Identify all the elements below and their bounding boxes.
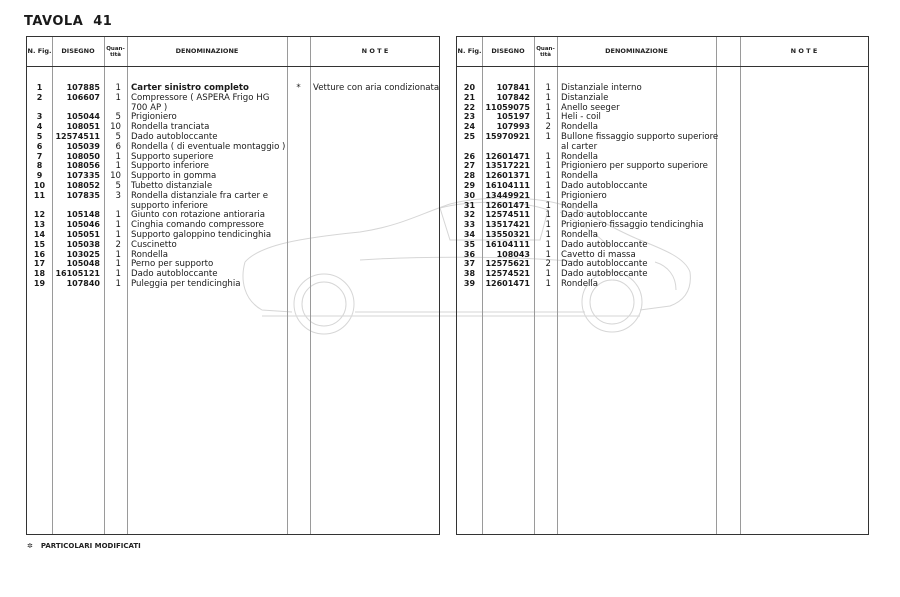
quantity: 1 [115, 269, 121, 280]
fig-number: 27 [463, 161, 476, 171]
fig-number: 21 [463, 92, 476, 102]
table-row [27, 191, 439, 201]
table-row [27, 220, 439, 230]
header-denominazione: DENOMINAZIONE [175, 47, 239, 55]
quantity: 1 [545, 132, 551, 142]
fig-number: 14 [33, 230, 46, 239]
description: Anello seeger [561, 102, 620, 113]
quantity: 1 [545, 190, 551, 201]
quantity: 1 [115, 210, 121, 221]
part-number: 108056 [66, 161, 100, 171]
table-row [457, 259, 868, 269]
description: Rondella [561, 200, 599, 211]
header-quantita: Quan- tità [106, 45, 125, 58]
part-number: 12574511 [485, 210, 530, 220]
table-row [457, 83, 868, 93]
table-row [457, 103, 868, 113]
fig-number: 36 [463, 249, 476, 259]
quantity: 2 [545, 122, 551, 133]
quantity: 1 [115, 279, 121, 289]
table-row [27, 171, 439, 181]
description: Rondella [561, 171, 599, 182]
table-row [27, 83, 439, 93]
description: Tubetto distanziale [131, 181, 213, 191]
quantity: 10 [110, 122, 121, 133]
description: Compressore ( ASPERA Frigo HG [131, 92, 270, 103]
description: Rondella [561, 151, 599, 162]
fig-number: 33 [463, 220, 476, 230]
fig-number: 29 [463, 181, 476, 190]
fig-number: 11 [33, 190, 46, 200]
quantity: 1 [115, 230, 121, 240]
table-row [457, 230, 868, 240]
quantity: 1 [545, 279, 551, 289]
table-row [457, 93, 868, 103]
description: Bullone fissaggio supporto superiore [561, 132, 719, 142]
fig-number: 13 [33, 220, 46, 230]
table-row [27, 152, 439, 162]
note-text: Vetture con aria condizionata [313, 83, 440, 93]
description: Supporto galoppino tendicinghia [131, 230, 272, 240]
part-number: 13550321 [485, 230, 530, 239]
fig-number: 32 [463, 210, 476, 220]
table-row [27, 112, 439, 122]
fig-number: 19 [33, 279, 46, 288]
title-label: TAVOLA [24, 14, 84, 29]
quantity: 1 [115, 220, 121, 231]
quantity: 1 [115, 151, 121, 162]
quantity: 1 [545, 102, 551, 113]
description: Rondella [561, 230, 599, 240]
description: Distanziale interno [561, 83, 642, 93]
header-note: N O T E [361, 47, 389, 55]
table-row-continuation [27, 201, 439, 211]
quantity: 1 [545, 269, 551, 280]
part-number: 106607 [66, 92, 100, 102]
header-denominazione: DENOMINAZIONE [605, 47, 668, 55]
description: Rondella [131, 249, 169, 260]
table-row [457, 161, 868, 171]
table-row [457, 240, 868, 250]
description: Carter sinistro completo [131, 83, 249, 93]
quantity: 1 [545, 92, 551, 103]
part-number: 107993 [496, 122, 530, 132]
fig-number: 30 [463, 190, 476, 200]
part-number: 107841 [496, 83, 530, 92]
table-row [457, 191, 868, 201]
table-row [27, 210, 439, 220]
fig-number: 10 [33, 181, 46, 190]
fig-number: 16 [33, 249, 46, 259]
fig-number: 39 [463, 279, 476, 288]
table-row [457, 171, 868, 181]
part-number: 13517421 [485, 220, 530, 230]
part-number: 108043 [496, 249, 530, 259]
table-row [27, 132, 439, 142]
part-number: 15970921 [485, 132, 530, 141]
description: Cavetto di massa [561, 249, 636, 260]
fig-number: 22 [463, 102, 476, 112]
quantity: 1 [545, 112, 551, 123]
description: Prigioniero [131, 112, 177, 123]
table-row [457, 250, 868, 260]
table-row [27, 161, 439, 171]
part-number: 11059075 [485, 102, 530, 112]
table-row [27, 279, 439, 289]
table-row [27, 250, 439, 260]
table-row-continuation [27, 103, 439, 113]
part-number: 107842 [496, 92, 530, 102]
description: Dado autobloccante [131, 132, 218, 142]
table-row [27, 269, 439, 279]
quantity: 1 [115, 92, 121, 103]
quantity: 1 [545, 83, 551, 93]
fig-number: 37 [463, 259, 476, 269]
description: Cuscinetto [131, 239, 177, 250]
quantity: 1 [545, 171, 551, 182]
quantity: 1 [115, 249, 121, 260]
description: Dado autobloccante [561, 181, 648, 191]
quantity: 1 [545, 230, 551, 240]
description: Rondella [561, 279, 599, 289]
fig-number: 20 [463, 83, 476, 92]
table-row [27, 259, 439, 269]
quantity: 1 [545, 239, 551, 250]
description: al carter [561, 141, 598, 152]
part-number: 105051 [66, 230, 100, 239]
table-row-continuation [457, 142, 868, 152]
description: Rondella ( di eventuale montaggio ) [131, 141, 286, 152]
part-number: 107335 [66, 171, 100, 181]
header-disegno: DISEGNO [491, 47, 525, 55]
part-number: 12601471 [485, 279, 530, 288]
description: Rondella [561, 122, 599, 133]
parts-table-right [456, 36, 869, 535]
part-number: 105048 [66, 259, 100, 269]
quantity: 1 [115, 161, 121, 172]
fig-number: 9 [36, 171, 43, 181]
part-number: 13517221 [485, 161, 530, 171]
quantity: 2 [545, 259, 551, 270]
fig-number: 12 [33, 210, 46, 220]
table-row [457, 181, 868, 191]
part-number: 107885 [66, 83, 100, 92]
part-number: 105046 [66, 220, 100, 230]
quantity: 5 [115, 132, 121, 142]
table-row [27, 122, 439, 132]
fig-number: 31 [463, 200, 476, 210]
fig-number: 23 [463, 112, 476, 122]
part-number: 12575621 [485, 259, 530, 269]
quantity: 1 [545, 151, 551, 162]
part-number: 105044 [66, 112, 100, 122]
description: Rondella tranciata [131, 122, 210, 133]
quantity: 3 [115, 190, 121, 201]
quantity: 1 [545, 210, 551, 221]
table-row [27, 93, 439, 103]
quantity: 5 [115, 181, 121, 191]
quantity: 1 [545, 181, 551, 191]
fig-number: 15 [33, 239, 46, 249]
part-number: 105197 [496, 112, 530, 122]
quantity: 1 [115, 83, 121, 93]
fig-number: 28 [463, 171, 476, 181]
table-row [457, 220, 868, 230]
part-number: 103025 [66, 249, 100, 259]
fig-number: 6 [36, 141, 43, 151]
title-number: 41 [93, 14, 113, 29]
header-quantita: Quan- tità [536, 45, 555, 58]
description: Giunto con rotazione antioraria [131, 210, 266, 221]
quantity: 10 [110, 171, 121, 182]
header-note: N O T E [790, 47, 818, 55]
asterisk-icon: ✲ [27, 542, 33, 550]
part-number: 107835 [66, 190, 100, 200]
description: Dado autobloccante [131, 269, 218, 280]
part-number: 12601471 [485, 151, 530, 161]
description: Supporto in gomma [131, 171, 217, 182]
description: Dado autobloccante [561, 210, 648, 221]
fig-number: 35 [463, 239, 476, 249]
description: Prigioniero [561, 190, 607, 201]
quantity: 1 [115, 259, 121, 270]
part-number: 105039 [66, 141, 100, 151]
description: 700 AP ) [131, 102, 168, 113]
part-number: 107840 [66, 279, 100, 288]
part-number: 16104111 [485, 181, 530, 190]
table-row [27, 240, 439, 250]
part-number: 13449921 [485, 190, 530, 200]
fig-number: 1 [36, 83, 43, 92]
part-number: 12574521 [485, 269, 530, 279]
table-row [457, 269, 868, 279]
description: Perno per supporto [131, 259, 214, 270]
quantity: 5 [115, 112, 121, 123]
description: Prigioniero fissaggio tendicinghia [561, 220, 704, 231]
quantity: 1 [545, 161, 551, 172]
fig-number: 34 [463, 230, 476, 239]
modified-mark: * [296, 83, 301, 93]
description: Puleggia per tendicinghia [131, 279, 241, 289]
fig-number: 2 [36, 92, 43, 102]
table-row [457, 132, 868, 142]
page-title [24, 14, 112, 29]
footnote-text: PARTICOLARI MODIFICATI [40, 542, 141, 550]
table-row [457, 210, 868, 220]
part-number: 12601371 [485, 171, 530, 181]
part-number: 16104111 [485, 239, 530, 249]
fig-number: 25 [463, 132, 476, 141]
fig-number: 17 [33, 259, 46, 269]
table-row [457, 152, 868, 162]
description: Dado autobloccante [561, 269, 648, 280]
description: supporto inferiore [131, 200, 208, 211]
footnote [27, 542, 141, 550]
fig-number: 7 [36, 151, 43, 161]
quantity: 1 [545, 249, 551, 260]
part-number: 105038 [66, 239, 100, 249]
part-number: 108050 [66, 151, 100, 161]
fig-number: 26 [463, 151, 476, 161]
quantity: 1 [545, 220, 551, 231]
header-fig: N. Fig. [457, 47, 482, 55]
fig-number: 4 [36, 122, 43, 132]
part-number: 108052 [66, 181, 100, 190]
fig-number: 3 [36, 112, 43, 122]
parts-table-left [26, 36, 440, 535]
description: Cinghia comando compressore [131, 220, 264, 231]
table-row [457, 112, 868, 122]
table-row [457, 122, 868, 132]
fig-number: 24 [463, 122, 476, 132]
description: Supporto superiore [131, 151, 214, 162]
fig-number: 38 [463, 269, 476, 279]
part-number: 16105121 [55, 269, 100, 279]
table-row [27, 230, 439, 240]
description: Heli - coil [561, 112, 601, 123]
fig-number: 18 [33, 269, 46, 279]
part-number: 12601471 [485, 200, 530, 210]
table-row [457, 201, 868, 211]
description: Dado autobloccante [561, 239, 648, 250]
quantity: 6 [115, 141, 121, 152]
part-number: 12574511 [55, 132, 100, 141]
part-number: 105148 [66, 210, 100, 220]
fig-number: 8 [36, 161, 43, 171]
description: Dado autobloccante [561, 259, 648, 270]
description: Supporto inferiore [131, 161, 209, 172]
description: Distanziale [561, 92, 609, 103]
table-row [27, 181, 439, 191]
fig-number: 5 [36, 132, 43, 141]
header-disegno: DISEGNO [61, 47, 95, 55]
header-fig: N. Fig. [27, 47, 52, 55]
part-number: 108051 [66, 122, 100, 132]
quantity: 2 [115, 239, 121, 250]
table-row [457, 279, 868, 289]
table-row [27, 142, 439, 152]
quantity: 1 [545, 200, 551, 211]
description: Prigioniero per supporto superiore [561, 161, 708, 172]
description: Rondella distanziale fra carter e [131, 190, 269, 201]
